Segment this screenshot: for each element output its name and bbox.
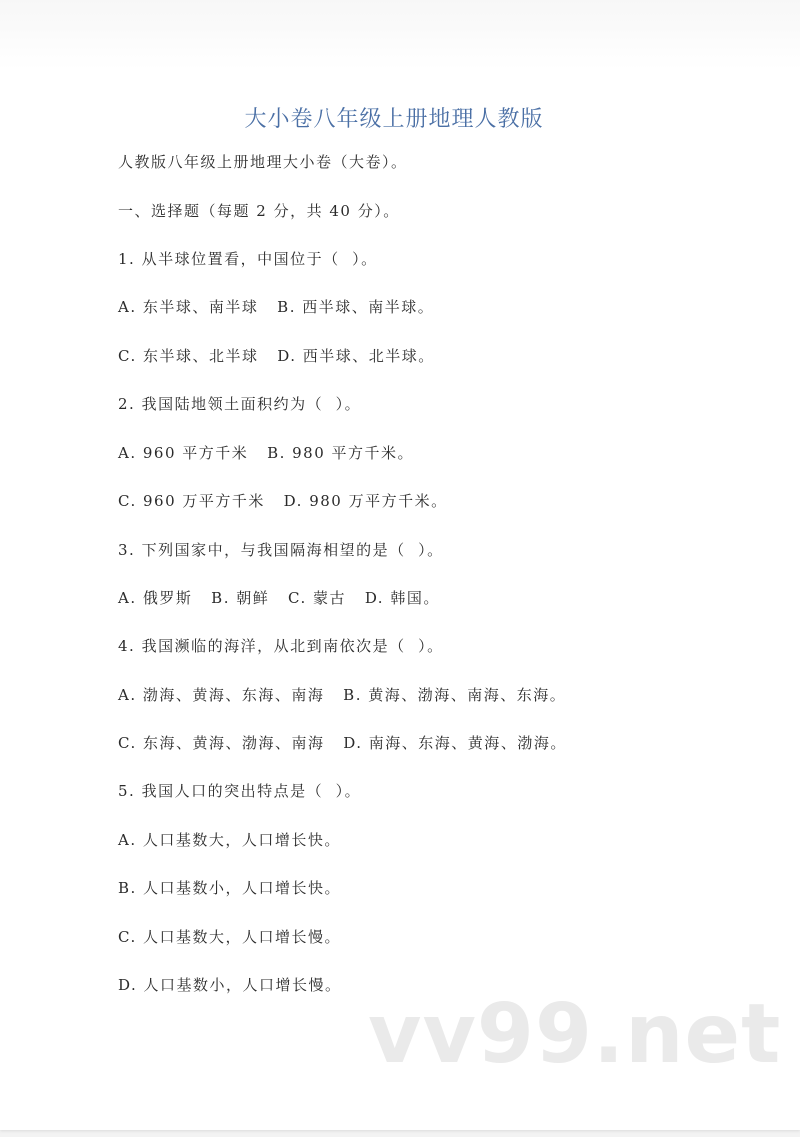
watermark: vv99.net — [368, 987, 782, 1082]
question-2-options-ab: A. 960 平方千米 B. 980 平方千米。 — [118, 444, 415, 462]
question-2-options-cd: C. 960 万平方千米 D. 980 万平方千米。 — [118, 492, 448, 510]
question-3: 3. 下列国家中，与我国隔海相望的是（ ）。 — [118, 541, 444, 559]
question-4-options-cd: C. 东海、黄海、渤海、南海 D. 南海、东海、黄海、渤海。 — [118, 734, 567, 752]
question-1-options-ab: A. 东半球、南半球 B. 西半球、南半球。 — [118, 298, 435, 316]
section-heading: 一、选择题（每题 2 分，共 40 分）。 — [118, 202, 400, 220]
document-title: 大小卷八年级上册地理人教版 — [244, 107, 544, 132]
top-shade — [0, 0, 800, 70]
question-5-option-a: A. 人口基数大，人口增长快。 — [118, 831, 341, 849]
question-1-options-cd: C. 东半球、北半球 D. 西半球、北半球。 — [118, 347, 435, 365]
question-4: 4. 我国濒临的海洋，从北到南依次是（ ）。 — [118, 637, 444, 655]
question-3-options: A. 俄罗斯 B. 朝鲜 C. 蒙古 D. 韩国。 — [118, 589, 440, 607]
question-4-options-ab: A. 渤海、黄海、东海、南海 B. 黄海、渤海、南海、东海。 — [118, 686, 567, 704]
question-1: 1. 从半球位置看，中国位于（ ）。 — [118, 250, 378, 268]
question-5-option-c: C. 人口基数大，人口增长慢。 — [118, 928, 341, 946]
question-5-option-d: D. 人口基数小，人口增长慢。 — [118, 976, 342, 994]
intro-line: 人教版八年级上册地理大小卷（大卷）。 — [118, 153, 408, 171]
question-5-option-b: B. 人口基数小，人口增长快。 — [118, 879, 342, 897]
question-5: 5. 我国人口的突出特点是（ ）。 — [118, 782, 362, 800]
question-2: 2. 我国陆地领土面积约为（ ）。 — [118, 395, 362, 413]
